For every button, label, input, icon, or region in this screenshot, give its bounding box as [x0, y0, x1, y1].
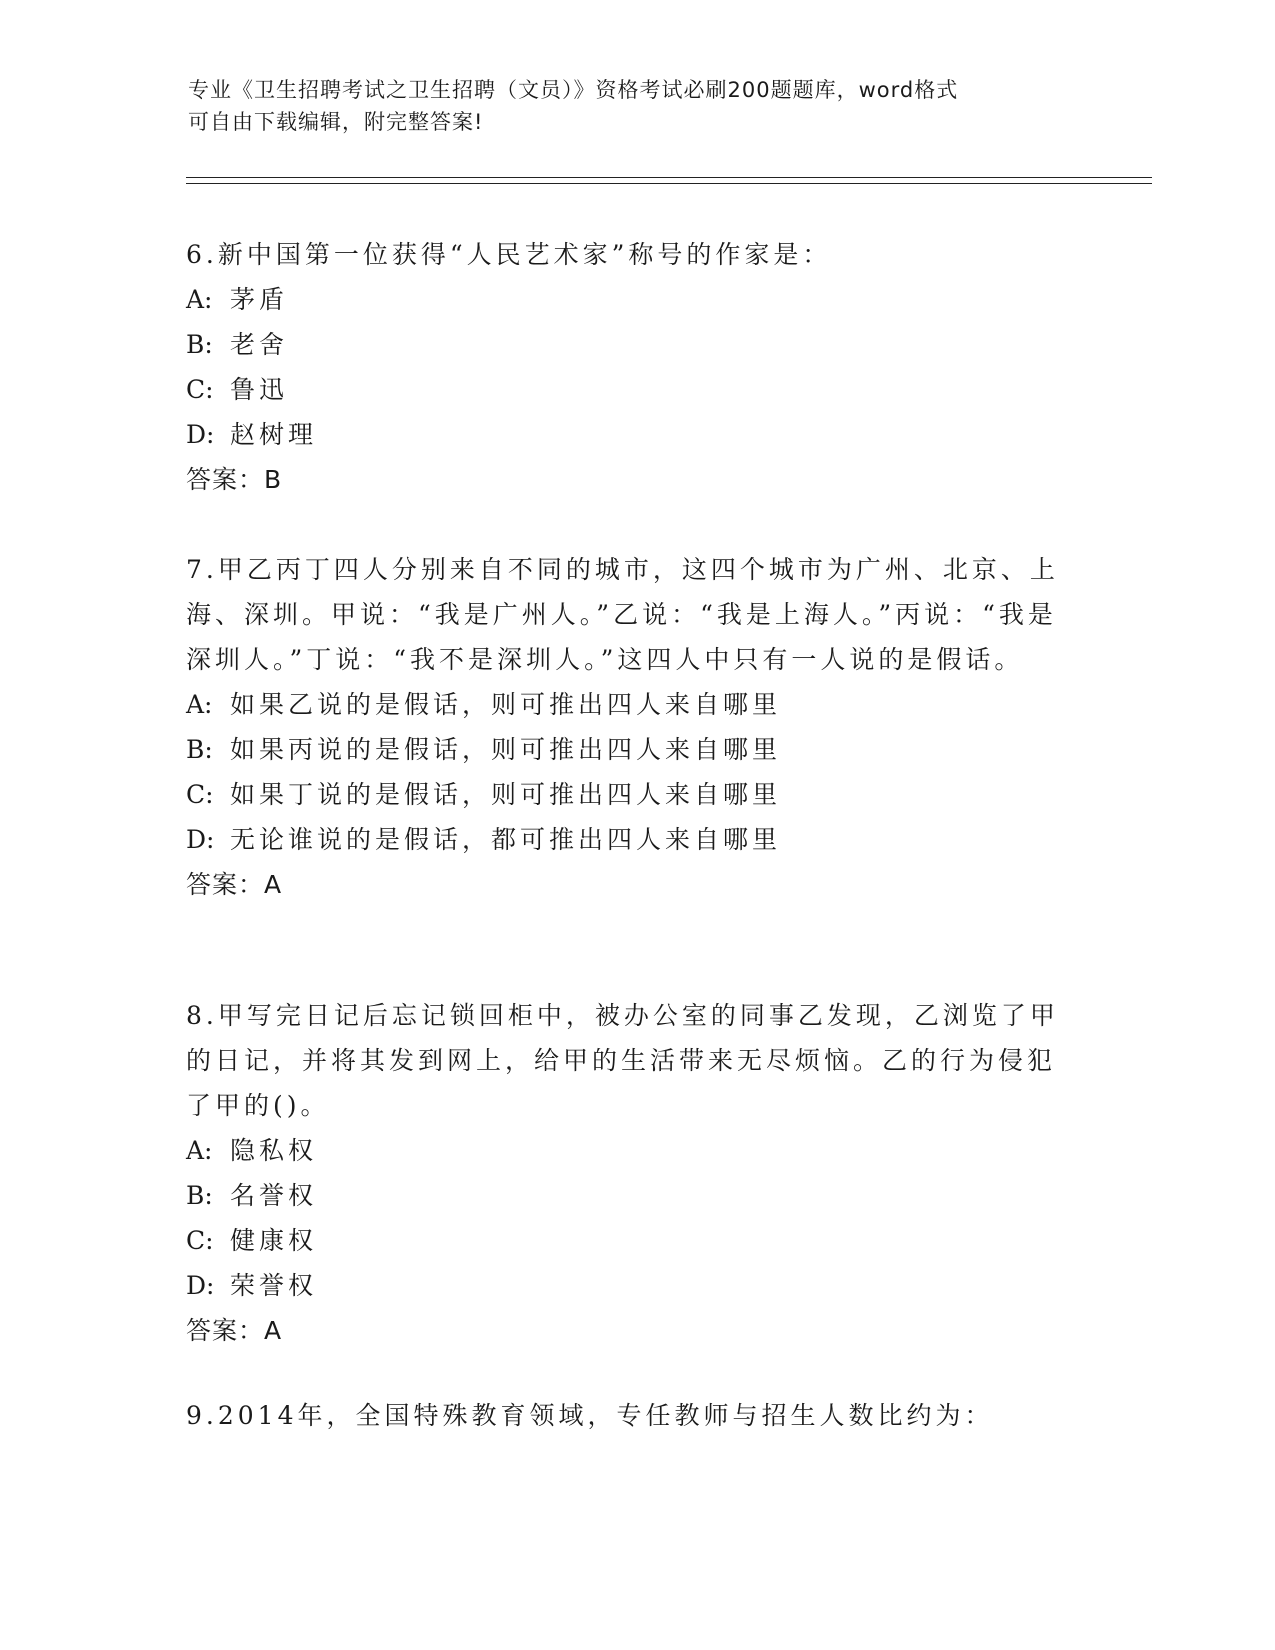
header-divider-bottom — [186, 183, 1152, 184]
question-6 — [186, 232, 1066, 502]
header-divider-top — [186, 177, 1152, 178]
question-8 — [186, 993, 1066, 1353]
option-a: A: 隐私权 — [186, 1136, 318, 1165]
header-line-1: 专业《卫生招聘考试之卫生招聘（文员）》资格考试必刷200题题库，word格式 — [188, 78, 959, 102]
question-7 — [186, 547, 1066, 907]
option-b: B: 名誉权 — [186, 1181, 318, 1210]
option-b: B: 老舍 — [186, 330, 289, 359]
option-c: C: 如果丁说的是假话，则可推出四人来自哪里 — [186, 780, 782, 809]
option-a: A: 如果乙说的是假话，则可推出四人来自哪里 — [186, 690, 782, 719]
question-9 — [186, 1393, 1066, 1438]
option-d: D: 赵树理 — [186, 420, 318, 449]
question-stem: 8.甲写完日记后忘记锁回柜中，被办公室的同事乙发现，乙浏览了甲的日记，并将其发到网上，给甲的生活带来无尽烦恼。乙的行为侵犯了甲的()。 — [186, 1001, 1059, 1120]
option-d: D: 无论谁说的是假话，都可推出四人来自哪里 — [186, 825, 782, 854]
question-stem: 9.2014年，全国特殊教育领域，专任教师与招生人数比约为： — [186, 1401, 994, 1430]
option-c: C: 鲁迅 — [186, 375, 289, 404]
option-b: B: 如果丙说的是假话，则可推出四人来自哪里 — [186, 735, 782, 764]
question-stem: 6.新中国第一位获得“人民艺术家”称号的作家是： — [186, 240, 832, 269]
option-c: C: 健康权 — [186, 1226, 318, 1255]
header-line-2: 可自由下载编辑，附完整答案! — [188, 110, 484, 134]
option-a: A: 茅盾 — [186, 285, 289, 314]
answer: 答案：A — [186, 1316, 283, 1345]
question-stem: 7.甲乙丙丁四人分别来自不同的城市，这四个城市为广州、北京、上海、深圳。甲说：“我是广州人。”乙说：“我是上海人。”丙说：“我是深圳人。”丁说：“我不是深圳人。”这四人中只有一人说的是假话。 — [186, 555, 1059, 674]
answer: 答案：B — [186, 465, 283, 494]
answer: 答案：A — [186, 870, 283, 899]
document-header — [188, 74, 1068, 138]
option-d: D: 荣誉权 — [186, 1271, 318, 1300]
